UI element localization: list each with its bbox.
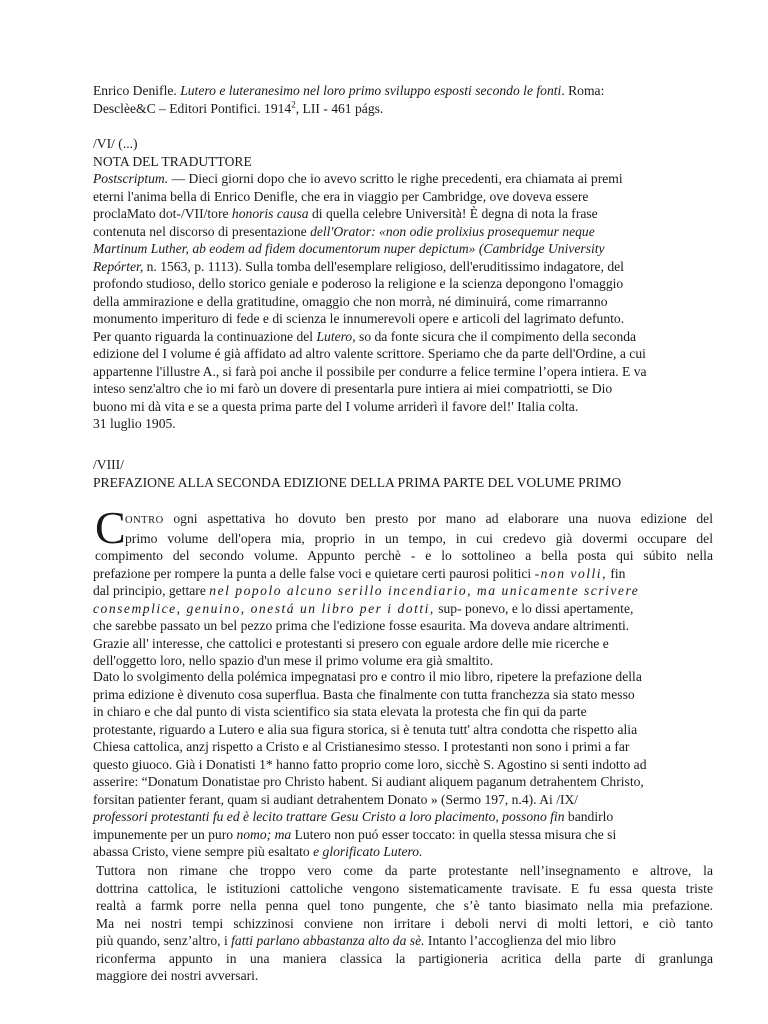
- text-line: forsitan patienter ferant, quam si audiant detrahentem Donato » (Sermo 197, n.4). Ai /IX/: [93, 791, 579, 807]
- text-line: dal principio, gettare nel popolo alcuno serillo incendiario, ma unicamente scrivere: [93, 583, 640, 598]
- preface-header: [93, 456, 713, 491]
- text-line: prefazione per rompere la punta a delle false voci e quietare certi paurosi politici -non volli, fin: [93, 565, 626, 581]
- text-line: più quando, senz’altro, i fatti parlano abbastanza alto da sè. Intanto l’accoglienza del mio libro: [96, 933, 616, 948]
- translator-note: [93, 135, 713, 433]
- preface-paragraph-2: [93, 668, 713, 861]
- text-line: Repórter, n. 1563, p. 1113). Sulla tomba dell'esemplare religioso, dell'eruditissimo indagatore, del: [93, 258, 624, 274]
- text-line: primo volume dell'opera mia, proprio in un tempo, in cui credevo già dovermi occupare del: [125, 530, 713, 546]
- text-line: protestante, riguardo a Lutero e alia sua figura storica, si è tenuta tutt' altra condotta che rispetto alia: [93, 721, 638, 737]
- preface-paragraph-3: [96, 862, 713, 985]
- text-line: questo giuoco. Già i Donatisti 1* hanno fatto proprio come loro, sicchè S. Agostino si senti indotto ad: [93, 756, 647, 772]
- text-line: dell'oggetto loro, nello spazio d'un mese il primo volume era già smaltito.: [93, 653, 494, 668]
- page-marker: /VIII/: [93, 457, 124, 472]
- text-line: prima edizione è divenuto cosa superflua. Basta che finalmente con tutta franchezza sia stato messo: [93, 686, 635, 702]
- text-line: asserire: “Donatum Donatistae pro Christo habent. Si audiant aliquem paganum detrahentem Christo,: [93, 774, 644, 789]
- text-line: della ammirazione e della gratitudine, omaggio che non morrà, né diminuirá, come rimarranno: [93, 293, 608, 309]
- text-line: edizione del I volume é già affidato ad altro valente scrittore. Speriamo che da parte dell'Ordine, a cui: [93, 346, 646, 361]
- text-line: contenuta nel discorso di presentazione dell'Orator: «non odie prolixius prosequemur neque: [93, 223, 595, 239]
- text-line: abassa Cristo, viene sempre più esaltato e glorificato Lutero.: [93, 844, 423, 859]
- text-line: eterni l'anima bella di Enrico Denifle, che era in viaggio per Cambridge, ove doveva essere: [93, 188, 589, 204]
- text-line: Martinum Luther, ab eodem ad fidem documentorum nuper depictum» (Cambridge University: [93, 241, 605, 256]
- text-line: Ma nei nostri tempi schizzinosi conviene non irritare i deboli nervi di molti lettori, e ciò tanto: [96, 915, 713, 931]
- text-line: Per quanto riguarda la continuazione del Lutero, so da fonte sicura che il compimento della seconda: [93, 328, 637, 344]
- text-line: in chiaro e che dal punto di vista scientifico sia stata elevata la protesta che fin qui da parte: [93, 704, 587, 719]
- text-line: riconferma appunto in una maniera classica la partigioneria acritica della parte di granlunga: [96, 950, 713, 966]
- text-line: appartenne l'illustre A., si farà poi anche il possibile per condurre a felice termine l’opera intiera. E va: [93, 363, 647, 379]
- text-line: Dato lo svolgimento della polémica impegnatasi pro e contro il mio libro, ripetere la prefazione della: [93, 669, 642, 684]
- text-line: proclaMato dot-/VII/tore honoris causa di quella celebre Università! È degna di nota la frase: [93, 206, 598, 221]
- text-line: che sarebbe passato un bel pezzo prima che l'edizione fosse esaurita. Ma doveva andare altrimenti.: [93, 618, 630, 633]
- text-line: Grazie all' interesse, che cattolici e protestanti si presero con eguale ardore delle mie ricerche e: [93, 635, 609, 651]
- text-line: Chiesa cattolica, anzj rispetto a Cristo e al Cristianesimo stesso. I protestanti non sono i primi a far: [93, 739, 630, 754]
- text-line: impunemente per un puro nomo; ma Lutero non puó esser toccato: in quella stessa misura che si: [93, 826, 617, 842]
- text-line: compimento del secondo volume. Appunto perchè - e lo sottolineo a bella posta qui súbito nella: [95, 548, 713, 563]
- text-line: professori protestanti fu ed è lecito trattare Gesu Cristo a loro placimento, possono fin bandirlo: [93, 809, 614, 824]
- text-line: maggiore dei nostri avversari.: [96, 968, 259, 983]
- text-line: Postscriptum. — Dieci giorni dopo che io avevo scritto le righe precedenti, era chiamata ai premi: [93, 171, 623, 186]
- text-line: Tuttora non rimane che troppo vero come da parte protestante nell’insegnamento e altrove, la: [96, 863, 713, 878]
- text-line: monumento imperituro di fede e di scienza le innumerevoli opere e articoli del lagrimato defunto.: [93, 311, 625, 326]
- preface-paragraph-1: [93, 510, 713, 670]
- text-line: consemplice, genuino, onestá un libro per i dotti, sup- ponevo, e lo dissi apertamente,: [93, 600, 634, 616]
- text-line: profondo studioso, dello storico geniale e poderoso la religione e la scienza depongono l'omaggio: [93, 276, 624, 291]
- book-title: Lutero e luteranesimo nel loro primo sviluppo esposti secondo le fonti: [180, 83, 562, 98]
- date-line: 31 luglio 1905.: [93, 416, 176, 431]
- section-heading: NOTA DEL TRADUTTORE: [93, 153, 252, 169]
- section-heading: PREFAZIONE ALLA SECONDA EDIZIONE DELLA PRIMA PARTE DEL VOLUME PRIMO: [93, 474, 622, 490]
- drop-cap: C: [95, 502, 126, 553]
- citation-line-1: Enrico Denifle. Lutero e luteranesimo nel loro primo sviluppo esposti secondo le fonti. Roma:: [93, 83, 605, 98]
- text-line: realtà a farmk porre nella penna quel tono pungente, che s’è tanto biasimato nella mia prefazione.: [96, 898, 713, 913]
- page-marker: /VI/ (...): [93, 136, 138, 151]
- text-line: inteso senz'altro che io mi farò un dovere di presentarla pure intiera ai miei compatriotti, se Dio: [93, 381, 613, 396]
- text-line: buono mi dà vita e se a questa prima parte del I volume arriderì il favore del!' Italia colta.: [93, 398, 579, 414]
- citation-line-2: Desclèe&C – Editori Pontifici. 1914$^2$, LII - 461 págs.: [93, 98, 384, 116]
- text-line: dottrina cattolica, le istituzioni cattoliche vengono sistematicamente travisate. E fu essa questa triste: [96, 880, 713, 896]
- citation: [93, 82, 713, 117]
- text-line: ONTRO ogni aspettativa ho dovuto ben presto por mano ad elaborare una nuova edizione del: [125, 511, 713, 526]
